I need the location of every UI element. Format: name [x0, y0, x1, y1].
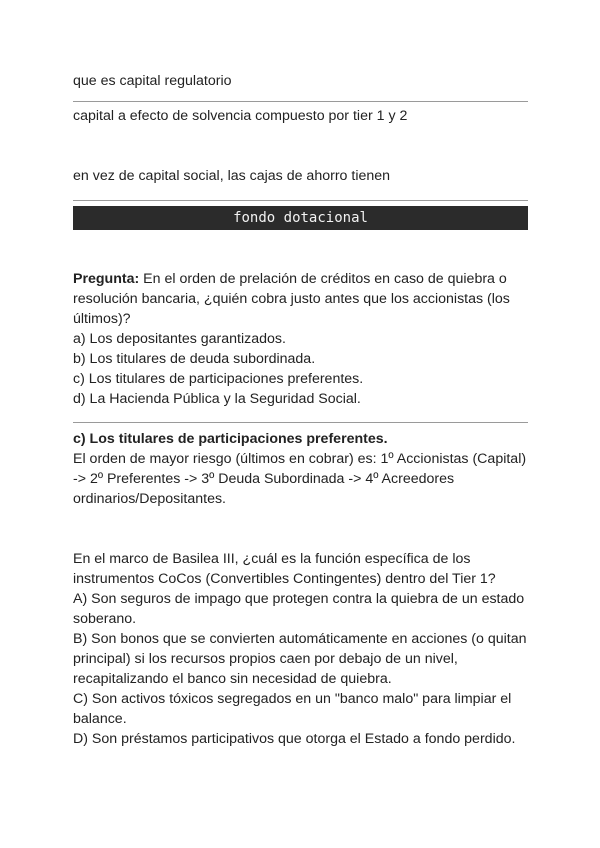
question-1-option-a: a) Los depositantes garantizados.: [73, 331, 286, 347]
question-2-option-d: D) Son préstamos participativos que otorga el Estado a fondo perdido.: [73, 731, 516, 747]
question-1-option-b: b) Los titulares de deuda subordinada.: [73, 351, 316, 367]
question-2-option-b: B) Son bonos que se convierten automáticamente en acciones (o quitan principal) si los recursos propios caen por debajo de un nivel, recapitalizando el banco sin necesidad de quiebra.: [73, 631, 527, 687]
question-1-option-d: d) La Hacienda Pública y la Seguridad Social.: [73, 391, 361, 407]
question-1-explanation: El orden de mayor riesgo (últimos en cobrar) es: 1º Accionistas (Capital) -> 2º Preferentes -> 3º Deuda Subordinada -> 4º Acreedores ordinarios/Depositantes.: [73, 451, 527, 507]
question-1-prompt: [73, 269, 528, 329]
question-2-option-a: A) Son seguros de impago que protegen contra la quiebra de un estado soberano.: [73, 591, 525, 627]
question-1-text: En el orden de prelación de créditos en caso de quiebra o resolución bancaria, ¿quién cobra justo antes que los accionistas (los últimos)?: [73, 271, 510, 327]
question-1: [73, 269, 528, 409]
card-1-divider: [73, 101, 528, 102]
card-2-back-code: fondo dotacional: [73, 206, 528, 230]
question-1-divider: [73, 422, 528, 423]
question-2-option-c: C) Son activos tóxicos segregados en un "banco malo" para limpiar el balance.: [73, 691, 512, 727]
question-1-option-c: c) Los titulares de participaciones preferentes.: [73, 371, 364, 387]
question-1-answer: c) Los titulares de participaciones preferentes.: [73, 431, 388, 447]
card-1-front: que es capital regulatorio: [73, 73, 232, 89]
question-1-answer-block: [73, 429, 528, 509]
question-2-text: En el marco de Basilea III, ¿cuál es la función específica de los instrumentos CoCos (Convertibles Contingentes) dentro del Tier 1?: [73, 551, 496, 587]
card-2-divider: [73, 200, 528, 201]
card-1-back: capital a efecto de solvencia compuesto por tier 1 y 2: [73, 108, 408, 124]
question-1-label: Pregunta:: [73, 271, 140, 287]
question-2: [73, 549, 528, 749]
card-2-front: en vez de capital social, las cajas de ahorro tienen: [73, 168, 391, 184]
